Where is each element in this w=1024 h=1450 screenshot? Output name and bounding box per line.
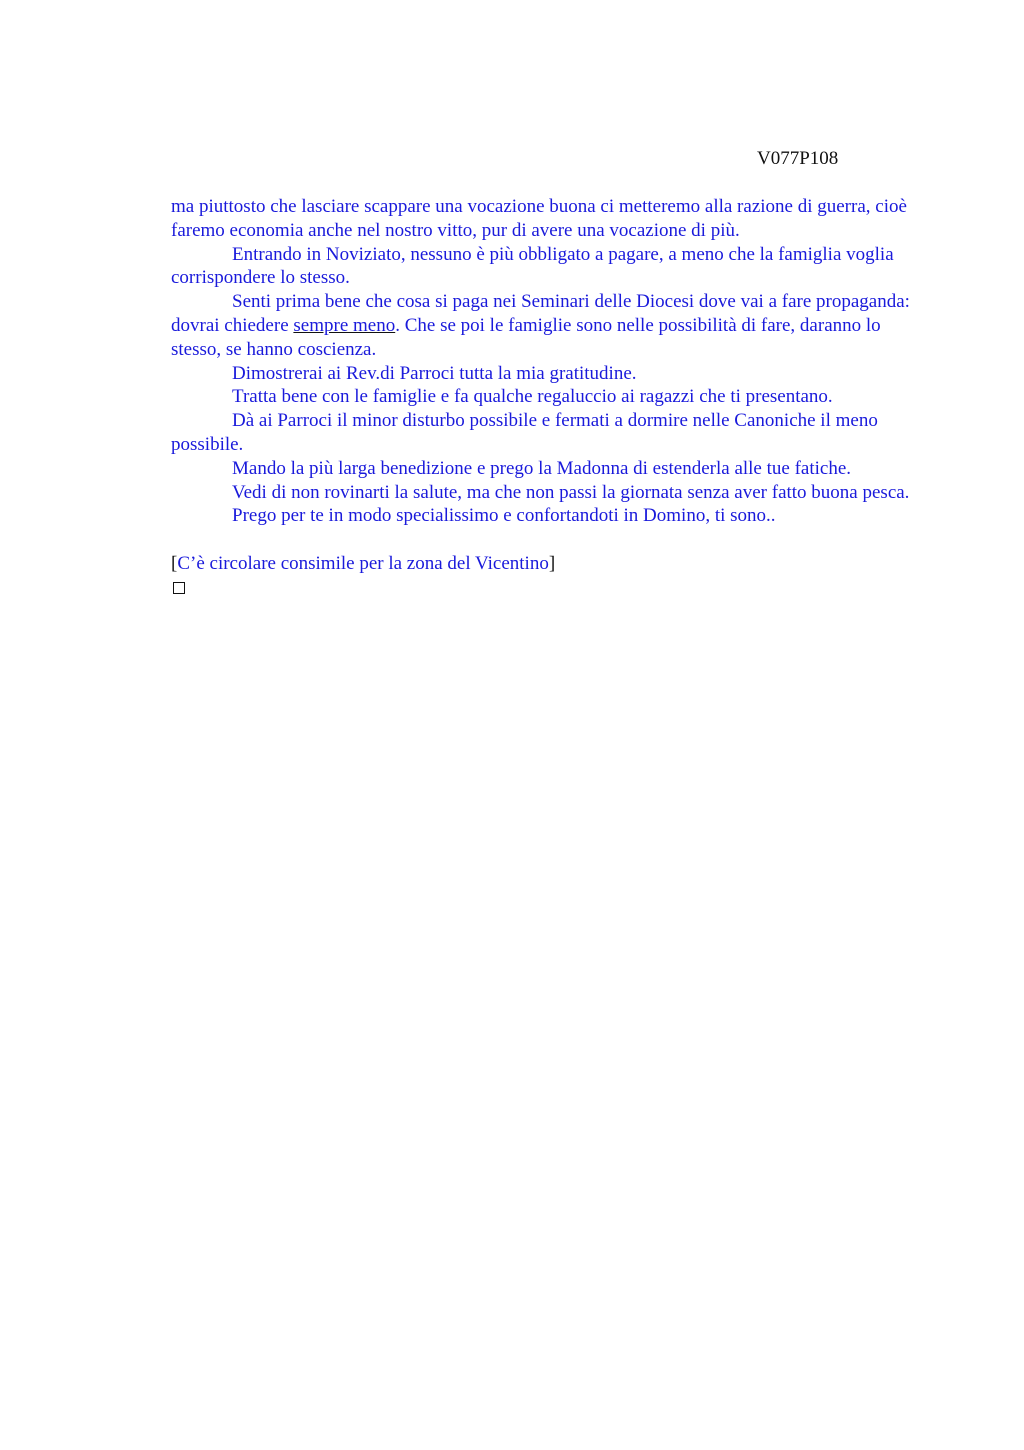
paragraph-9: Prego per te in modo specialissimo e confortandoti in Domino, ti sono.. — [232, 505, 776, 527]
underlined-phrase: sempre meno — [293, 314, 396, 336]
paragraph-4: Dimostrerai ai Rev.di Parroci tutta la mia gratitudine. — [232, 362, 637, 384]
paragraph-3 — [171, 290, 917, 361]
page-identifier: V077P108 — [757, 148, 839, 169]
editorial-note — [171, 552, 917, 576]
blank-line — [171, 528, 917, 552]
note-close-bracket: ] — [548, 552, 556, 574]
empty-box-icon — [173, 582, 185, 594]
checkbox-row — [171, 576, 917, 601]
paragraph-8: Vedi di non rovinarti la salute, ma che non passi la giornata senza aver fatto buona pesca. — [232, 481, 910, 503]
paragraph-2: Entrando in Noviziato, nessuno è più obbligato a pagare, a meno che la famiglia voglia corrispondere lo stesso. — [171, 243, 894, 289]
paragraph-5: Tratta bene con le famiglie e fa qualche regaluccio ai ragazzi che ti presentano. — [232, 386, 833, 408]
letter-body — [171, 195, 917, 601]
paragraph-3-end: . Che se poi le famiglie sono nelle possibilità di fare, daranno lo stesso, se hanno coscienza. — [171, 314, 881, 360]
paragraph-1: ma piuttosto che lasciare scappare una vocazione buona ci metteremo alla razione di guerra, cioè faremo economia anche nel nostro vitto, pur di avere una vocazione di più. — [171, 196, 907, 241]
paragraph-6: Dà ai Parroci il minor disturbo possibile e fermati a dormire nelle Canoniche il meno possibile. — [171, 410, 878, 455]
note-text: C’è circolare consimile per la zona del Vicentino — [177, 552, 549, 574]
note-open-bracket: [ — [171, 552, 178, 574]
paragraph-7: Mando la più larga benedizione e prego la Madonna di estenderla alle tue fatiche. — [232, 457, 852, 479]
paragraph-3-start: Senti prima bene che cosa si paga nei Seminari delle Diocesi dove vai a fare propaganda: dovrai chiedere — [171, 291, 910, 336]
